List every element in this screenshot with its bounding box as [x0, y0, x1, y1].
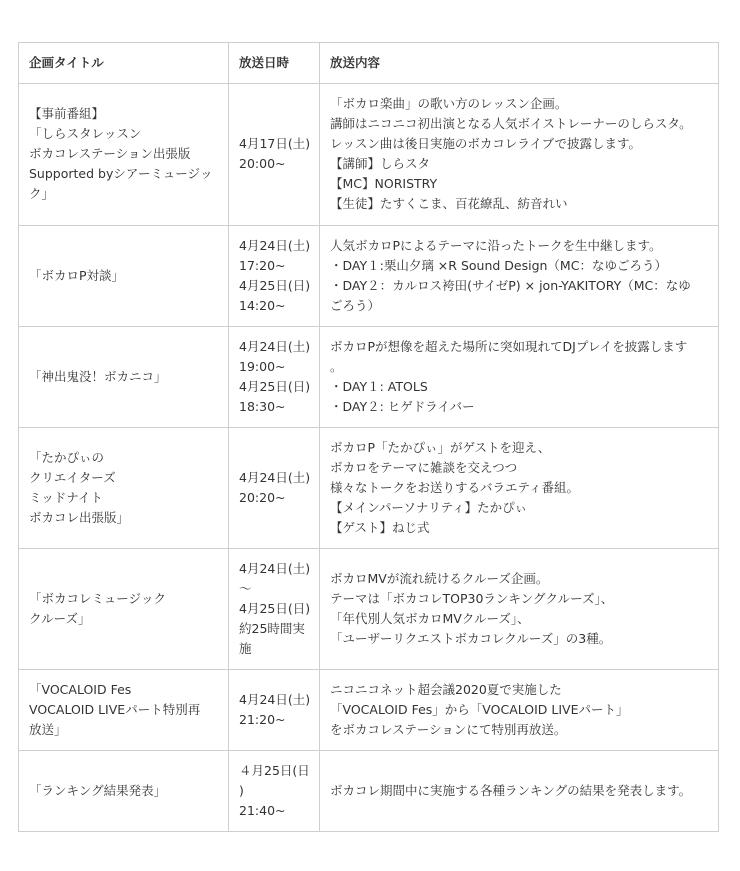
datetime-line: )	[239, 783, 244, 798]
table-row	[19, 428, 719, 549]
title-line: VOCALOID LIVEパート特別再	[29, 702, 201, 717]
cell-datetime	[229, 549, 320, 670]
cell-content	[320, 84, 719, 226]
datetime-line: 4月25日(日)	[239, 601, 311, 616]
content-line: 【生徒】たすくこま、百花繚乱、紡音れい	[330, 196, 568, 211]
datetime-line: 20:00~	[239, 156, 286, 171]
datetime-line: 21:20~	[239, 712, 286, 727]
datetime-line: 約25時間実	[239, 621, 305, 636]
content-line: をボカコレステーションにて特別再放送。	[330, 722, 567, 737]
content-line: 【メインパーソナリティ】たかぴぃ	[330, 500, 528, 515]
header-content: 放送内容	[320, 43, 719, 84]
datetime-line: ～	[239, 581, 252, 596]
datetime-line: 4月25日(日)	[239, 278, 311, 293]
schedule-table	[18, 42, 719, 832]
cell-content	[320, 549, 719, 670]
cell-title	[19, 670, 229, 751]
cell-content	[320, 327, 719, 428]
cell-content	[320, 226, 719, 327]
title-line: クリエイターズ	[29, 470, 116, 485]
table-row	[19, 751, 719, 832]
table-row	[19, 670, 719, 751]
datetime-line: 18:30~	[239, 399, 286, 414]
content-line: 「VOCALOID Fes」から「VOCALOID LIVEパート」	[330, 702, 629, 717]
title-line: 「ランキング結果発表」	[29, 783, 167, 798]
schedule-table-container	[18, 42, 718, 832]
table-row	[19, 84, 719, 226]
title-line: 「神出鬼没！ボカニコ」	[29, 369, 167, 384]
cell-title	[19, 327, 229, 428]
cell-datetime	[229, 670, 320, 751]
title-line: 「たかぴぃの	[29, 450, 105, 465]
content-line: 。	[330, 359, 343, 374]
content-line: ・DAY２：カルロス袴田(サイゼP) × jon-YAKITORY（MC：なゆ	[330, 278, 691, 293]
title-line: 放送」	[29, 722, 67, 737]
datetime-line: 4月24日(土)	[239, 238, 311, 253]
title-line: 「ボカロP対談」	[29, 268, 125, 283]
datetime-line: 4月24日(土)	[239, 470, 311, 485]
content-line: 【MC】NORISTRY	[330, 176, 438, 191]
content-line: ごろう）	[330, 298, 381, 313]
datetime-line: ４月25日(日	[239, 763, 310, 778]
table-row	[19, 549, 719, 670]
content-line: 「年代別人気ボカロMVクルーズ」、	[330, 611, 530, 626]
datetime-line: 14:20~	[239, 298, 286, 313]
cell-title	[19, 84, 229, 226]
content-line: 様々なトークをお送りするバラエティ番組。	[330, 480, 580, 495]
cell-content	[320, 751, 719, 832]
datetime-line: 4月24日(土)	[239, 561, 311, 576]
datetime-line: 17:20~	[239, 258, 286, 273]
content-line: 人気ボカロPによるテーマに沿ったトークを生中継します。	[330, 238, 662, 253]
content-line: ボカロをテーマに雑談を交えつつ	[330, 460, 518, 475]
title-line: 「VOCALOID Fes	[29, 682, 132, 697]
table-row	[19, 226, 719, 327]
content-line: 【ゲスト】ねじ式	[330, 520, 430, 535]
datetime-line: 施	[239, 641, 252, 656]
title-line: 【事前番組】	[29, 106, 105, 121]
content-line: レッスン曲は後日実施のボカコレライブで披露します。	[330, 136, 642, 151]
title-line: Supported byシアーミュージッ	[29, 166, 213, 181]
title-line: 「しらスタレッスン	[29, 126, 142, 141]
cell-title	[19, 428, 229, 549]
cell-datetime	[229, 226, 320, 327]
datetime-line: 4月24日(土)	[239, 339, 311, 354]
content-line: ・DAY１: ATOLS	[330, 379, 428, 394]
header-datetime: 放送日時	[229, 43, 320, 84]
cell-title	[19, 751, 229, 832]
content-line: ニコニコネット超会議2020夏で実施した	[330, 682, 562, 697]
content-line: ボカロP「たかぴぃ」がゲストを迎え、	[330, 440, 551, 455]
content-line: ボカコレ期間中に実施する各種ランキングの結果を発表します。	[330, 783, 692, 798]
cell-content	[320, 428, 719, 549]
cell-datetime	[229, 327, 320, 428]
cell-datetime	[229, 751, 320, 832]
content-line: ・DAY１:栗山夕璃 ×R Sound Design（MC：なゆごろう）	[330, 258, 667, 273]
datetime-line: 4月24日(土)	[239, 692, 311, 707]
cell-datetime	[229, 84, 320, 226]
table-header-row	[19, 43, 719, 84]
datetime-line: 20:20~	[239, 490, 286, 505]
content-line: 「ボカロ楽曲」の歌い方のレッスン企画。	[330, 96, 568, 111]
cell-datetime	[229, 428, 320, 549]
content-line: ボカロPが想像を超えた場所に突如現れてDJプレイを披露します	[330, 339, 688, 354]
header-title: 企画タイトル	[19, 43, 229, 84]
content-line: テーマは「ボカコレTOP30ランキングクルーズ」、	[330, 591, 614, 606]
table-row	[19, 327, 719, 428]
title-line: ボカコレステーション出張版	[29, 146, 191, 161]
content-line: 講師はニコニコ初出演となる人気ボイストレーナーのしらスタ。	[330, 116, 692, 131]
datetime-line: 4月25日(日)	[239, 379, 311, 394]
title-line: ク」	[29, 186, 55, 201]
datetime-line: 4月17日(土)	[239, 136, 311, 151]
datetime-line: 19:00~	[239, 359, 286, 374]
content-line: ・DAY２: ヒゲドライバー	[330, 399, 475, 414]
title-line: ボカコレ出張版」	[29, 510, 130, 525]
title-line: ミッドナイト	[29, 490, 103, 505]
content-line: ボカロMVが流れ続けるクルーズ企画。	[330, 571, 549, 586]
title-line: クルーズ」	[29, 611, 91, 626]
cell-title	[19, 549, 229, 670]
title-line: 「ボカコレミュージック	[29, 591, 167, 606]
content-line: 「ユーザーリクエストボカコレクルーズ」の3種。	[330, 631, 612, 646]
cell-content	[320, 670, 719, 751]
cell-title	[19, 226, 229, 327]
content-line: 【講師】しらスタ	[330, 156, 431, 171]
datetime-line: 21:40~	[239, 803, 286, 818]
